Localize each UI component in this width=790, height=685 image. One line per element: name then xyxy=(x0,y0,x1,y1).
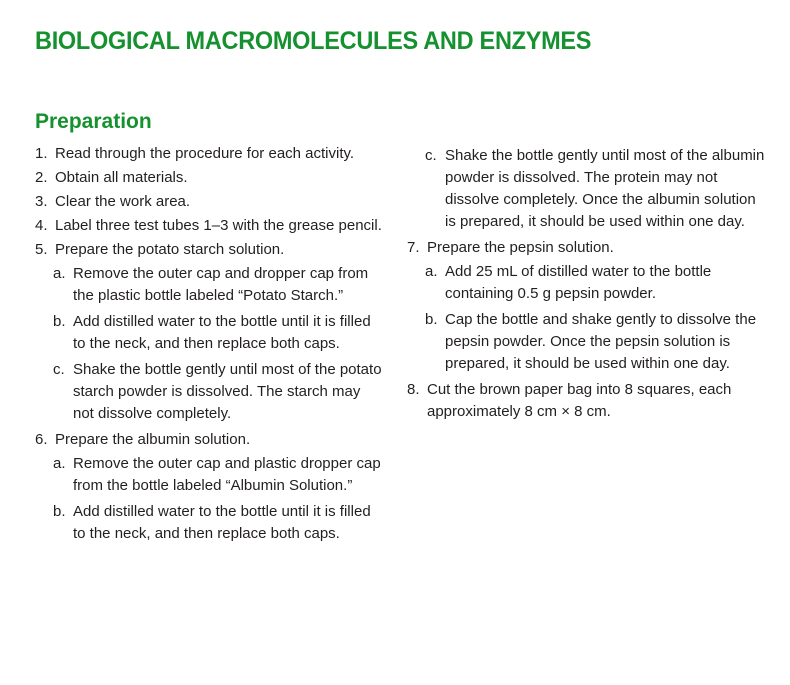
substep-text: Shake the bottle gently until most of the potato starch powder is dissolved. The starch may not dissolve completely. xyxy=(73,361,382,422)
substep-6c xyxy=(425,145,767,233)
substep-text: Shake the bottle gently until most of the albumin powder is dissolved. The protein may not dissolve completely. Once the albumin solution is prepared, it should be used within one day. xyxy=(445,147,765,230)
step-6 xyxy=(35,429,385,451)
substep-text: Remove the outer cap and plastic dropper cap from the bottle labeled “Albumin Solution.” xyxy=(73,455,381,494)
step-4 xyxy=(35,215,385,237)
step-text: Cut the brown paper bag into 8 squares, each approximately 8 cm × 8 cm. xyxy=(427,381,732,420)
substep-5c xyxy=(53,359,385,425)
step-text: Obtain all materials. xyxy=(55,169,188,186)
step-8 xyxy=(407,379,767,423)
step-2 xyxy=(35,167,385,189)
left-column xyxy=(35,143,385,549)
substep-7b xyxy=(425,309,767,375)
step-number: 3. xyxy=(35,193,48,210)
step-number: 4. xyxy=(35,217,48,234)
substep-text: Remove the outer cap and dropper cap from the plastic bottle labeled “Potato Starch.” xyxy=(73,265,369,304)
step-number: 8. xyxy=(407,381,420,398)
step-1 xyxy=(35,143,385,165)
step-7 xyxy=(407,237,767,259)
substep-letter: b. xyxy=(53,503,66,520)
substep-text: Add distilled water to the bottle until it is filled to the neck, and then replace both caps. xyxy=(73,503,371,542)
substep-text: Add 25 mL of distilled water to the bottle containing 0.5 g pepsin powder. xyxy=(445,263,712,302)
substep-letter: c. xyxy=(425,147,437,164)
substep-letter: a. xyxy=(53,455,66,472)
document-title: BIOLOGICAL MACROMOLECULES AND ENZYMES xyxy=(35,27,592,55)
step-number: 7. xyxy=(407,239,420,256)
step-text: Clear the work area. xyxy=(55,193,191,210)
right-column xyxy=(407,143,767,425)
step-number: 5. xyxy=(35,241,48,258)
step-text: Read through the procedure for each activity. xyxy=(55,145,355,162)
substep-letter: b. xyxy=(425,311,438,328)
substep-letter: a. xyxy=(425,263,438,280)
substep-text: Cap the bottle and shake gently to dissolve the pepsin powder. Once the pepsin solution is prepared, it should be used within one day. xyxy=(445,311,757,372)
step-number: 2. xyxy=(35,169,48,186)
substep-letter: a. xyxy=(53,265,66,282)
substep-6a xyxy=(53,453,385,497)
substep-5a xyxy=(53,263,385,307)
step-text: Prepare the pepsin solution. xyxy=(427,239,614,256)
substep-7a xyxy=(425,261,767,305)
step-text: Prepare the potato starch solution. xyxy=(55,241,285,258)
step-5 xyxy=(35,239,385,261)
substep-letter: b. xyxy=(53,313,66,330)
section-heading: Preparation xyxy=(35,110,152,133)
substep-5b xyxy=(53,311,385,355)
step-3 xyxy=(35,191,385,213)
step-number: 1. xyxy=(35,145,48,162)
step-text: Label three test tubes 1–3 with the grease pencil. xyxy=(55,217,382,234)
substep-6b xyxy=(53,501,385,545)
step-number: 6. xyxy=(35,431,48,448)
substep-text: Add distilled water to the bottle until it is filled to the neck, and then replace both caps. xyxy=(73,313,371,352)
substep-letter: c. xyxy=(53,361,65,378)
step-text: Prepare the albumin solution. xyxy=(55,431,251,448)
